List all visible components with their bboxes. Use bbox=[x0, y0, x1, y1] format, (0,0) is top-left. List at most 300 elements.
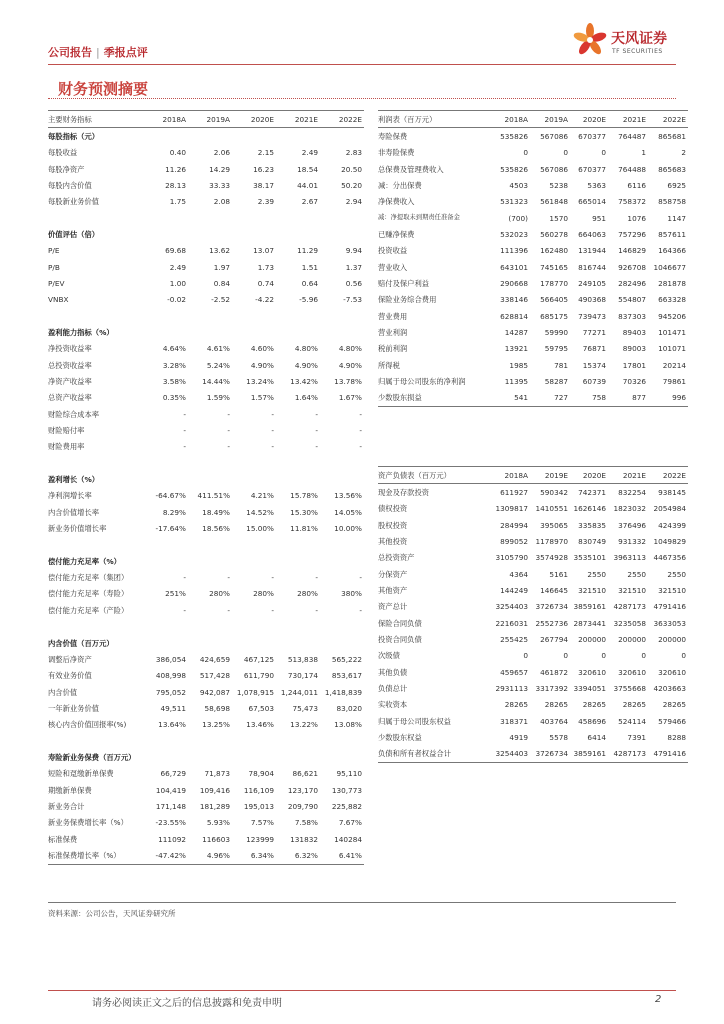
column-header: 2020E bbox=[570, 467, 608, 484]
value-cell: 77271 bbox=[582, 327, 606, 337]
row-label: 营业收入 bbox=[378, 262, 408, 272]
value-cell bbox=[276, 308, 320, 324]
section-header-row bbox=[48, 128, 364, 145]
value-cell: 376496 bbox=[618, 520, 646, 530]
table-row bbox=[378, 390, 688, 407]
value-cell bbox=[232, 733, 276, 749]
value-cell: 13.46% bbox=[246, 720, 274, 730]
value-cell: 1.37 bbox=[345, 262, 362, 272]
value-cell: 2552736 bbox=[535, 618, 568, 628]
value-cell: 5363 bbox=[587, 180, 606, 190]
row-label: 总保费及管理费收入 bbox=[378, 164, 444, 174]
table-row bbox=[378, 566, 688, 582]
value-cell: 3394051 bbox=[573, 683, 606, 693]
value-cell: 2550 bbox=[587, 569, 606, 579]
value-cell: 685175 bbox=[540, 311, 568, 321]
row-label: 每股净资产 bbox=[48, 164, 85, 174]
value-cell bbox=[232, 749, 276, 765]
value-cell: 280% bbox=[297, 589, 318, 599]
column-header: 2020E bbox=[570, 111, 608, 128]
table-row bbox=[48, 684, 364, 700]
value-cell: 566405 bbox=[540, 295, 568, 305]
value-cell: 7.67% bbox=[338, 818, 362, 828]
section-header-row bbox=[48, 553, 364, 569]
row-label: 投资收益 bbox=[378, 246, 408, 256]
row-label: 分保资产 bbox=[378, 569, 408, 579]
value-cell: 4919 bbox=[509, 733, 528, 743]
value-cell: 2.39 bbox=[257, 197, 274, 207]
value-cell: 4364 bbox=[509, 569, 528, 579]
section-header-row bbox=[48, 635, 364, 651]
value-cell bbox=[320, 455, 364, 471]
row-label: 负债总计 bbox=[378, 683, 408, 693]
value-cell: 195,013 bbox=[243, 801, 274, 811]
value-cell: 1049829 bbox=[653, 536, 686, 546]
table-row bbox=[48, 406, 364, 422]
value-cell: 877 bbox=[608, 390, 648, 407]
row-label: 税前利润 bbox=[378, 344, 408, 354]
value-cell: 78,904 bbox=[248, 769, 274, 779]
section-header-row bbox=[48, 324, 364, 340]
value-cell: 0 bbox=[641, 651, 646, 661]
value-cell: 3859161 bbox=[573, 602, 606, 612]
row-label: 新业务合计 bbox=[48, 801, 85, 811]
value-cell: 4287173 bbox=[608, 746, 648, 763]
value-cell: 8.29% bbox=[162, 507, 186, 517]
value-cell: 931332 bbox=[618, 536, 646, 546]
value-cell: 18.56% bbox=[202, 524, 230, 534]
value-cell: - bbox=[183, 426, 186, 436]
value-cell: 58,698 bbox=[204, 703, 230, 713]
table-row bbox=[48, 717, 364, 733]
row-label: 标准保费 bbox=[48, 834, 78, 844]
value-cell: 28265 bbox=[622, 700, 646, 710]
value-cell: 1178970 bbox=[535, 536, 568, 546]
row-label: 每股指标（元） bbox=[48, 131, 100, 141]
table-row bbox=[48, 374, 364, 390]
value-cell: - bbox=[227, 426, 230, 436]
value-cell: 7391 bbox=[627, 733, 646, 743]
value-cell: 6414 bbox=[587, 733, 606, 743]
row-label: 净投资收益率 bbox=[48, 344, 92, 354]
value-cell: 535826 bbox=[500, 131, 528, 141]
row-label: 已赚净保费 bbox=[378, 229, 415, 239]
table-row bbox=[48, 570, 364, 586]
value-cell: 13.62 bbox=[209, 246, 230, 256]
value-cell: 321510 bbox=[658, 585, 686, 595]
row-label: 其他投资 bbox=[378, 536, 408, 546]
value-cell bbox=[144, 226, 188, 242]
value-cell: 0.35% bbox=[162, 393, 186, 403]
value-cell: 1.64% bbox=[294, 393, 318, 403]
value-cell: 2.49 bbox=[169, 262, 186, 272]
value-cell bbox=[320, 749, 364, 765]
value-cell: 643101 bbox=[500, 262, 528, 272]
value-cell: 13.22% bbox=[290, 720, 318, 730]
value-cell bbox=[276, 324, 320, 340]
column-header: 2022E bbox=[648, 467, 688, 484]
value-cell bbox=[144, 619, 188, 635]
value-cell bbox=[144, 324, 188, 340]
value-cell: 3317392 bbox=[535, 683, 568, 693]
value-cell: - bbox=[315, 442, 318, 452]
row-label: 短险和趸缴新单保费 bbox=[48, 769, 114, 779]
value-cell: - bbox=[227, 442, 230, 452]
financial-indicators-table bbox=[48, 110, 364, 865]
value-cell bbox=[144, 635, 188, 651]
value-cell: 2216031 bbox=[495, 618, 528, 628]
value-cell: 50.20 bbox=[341, 180, 362, 190]
report-subtype: 季报点评 bbox=[103, 46, 148, 59]
table-row bbox=[378, 730, 688, 746]
value-cell bbox=[232, 553, 276, 569]
row-label: 净利润增长率 bbox=[48, 491, 92, 501]
value-cell: 14.05% bbox=[334, 507, 362, 517]
value-cell: - bbox=[315, 426, 318, 436]
value-cell: 104,419 bbox=[155, 785, 186, 795]
row-label: P/EV bbox=[48, 278, 65, 288]
value-cell: 742371 bbox=[578, 487, 606, 497]
value-cell: 3.58% bbox=[162, 377, 186, 387]
table-row bbox=[48, 521, 364, 537]
value-cell bbox=[188, 553, 232, 569]
row-label: P/B bbox=[48, 262, 60, 272]
row-label: 实收资本 bbox=[378, 700, 408, 710]
table-row bbox=[48, 390, 364, 406]
value-cell: 1046677 bbox=[653, 262, 686, 272]
table-row bbox=[48, 815, 364, 831]
value-cell bbox=[320, 472, 364, 488]
value-cell: -7.53 bbox=[343, 295, 362, 305]
section-header-row bbox=[48, 472, 364, 488]
value-cell: 1.97 bbox=[213, 262, 230, 272]
value-cell bbox=[320, 635, 364, 651]
value-cell bbox=[144, 553, 188, 569]
value-cell: 71,873 bbox=[204, 769, 230, 779]
value-cell: 942,087 bbox=[199, 687, 230, 697]
value-cell: 567086 bbox=[540, 164, 568, 174]
table-row bbox=[48, 259, 364, 275]
value-cell: 11.81% bbox=[290, 524, 318, 534]
column-header: 2022E bbox=[648, 111, 688, 128]
table-row bbox=[378, 533, 688, 549]
table-row bbox=[378, 550, 688, 566]
value-cell: 15.78% bbox=[290, 491, 318, 501]
table-row bbox=[48, 847, 364, 864]
table-row bbox=[378, 664, 688, 680]
value-cell: 111396 bbox=[500, 246, 528, 256]
row-label: 减：净提取未到期责任准备金 bbox=[378, 214, 460, 222]
value-cell: 561848 bbox=[540, 197, 568, 207]
row-label: 盈利增长（%） bbox=[48, 475, 100, 485]
table-row bbox=[48, 357, 364, 373]
spacer-row bbox=[48, 308, 364, 324]
value-cell bbox=[188, 635, 232, 651]
value-cell bbox=[232, 537, 276, 553]
value-cell: 2.49 bbox=[301, 148, 318, 158]
row-label: 偿付能力充足率（产险） bbox=[48, 605, 129, 615]
value-cell: 665014 bbox=[578, 197, 606, 207]
table-row bbox=[378, 275, 688, 291]
row-label: 偿付能力充足率（%） bbox=[48, 556, 121, 566]
value-cell: 16.23 bbox=[253, 164, 274, 174]
value-cell bbox=[232, 635, 276, 651]
table-row bbox=[48, 161, 364, 177]
value-cell: 89003 bbox=[622, 344, 646, 354]
row-label: 内含价值（百万元） bbox=[48, 638, 114, 648]
value-cell: 2.94 bbox=[345, 197, 362, 207]
value-cell bbox=[144, 472, 188, 488]
value-cell: 7.57% bbox=[250, 818, 274, 828]
value-cell: -17.64% bbox=[155, 524, 186, 534]
table-row bbox=[378, 259, 688, 275]
value-cell: 13.42% bbox=[290, 377, 318, 387]
value-cell: 758372 bbox=[618, 197, 646, 207]
value-cell: - bbox=[183, 573, 186, 583]
row-label: 负债和所有者权益合计 bbox=[378, 746, 490, 763]
table-row bbox=[378, 484, 688, 501]
value-cell: 764487 bbox=[618, 131, 646, 141]
table-row bbox=[378, 194, 688, 210]
row-label: 保险合同负债 bbox=[378, 618, 422, 628]
spacer-row bbox=[48, 455, 364, 471]
row-label: P/E bbox=[48, 246, 60, 256]
value-cell: 200000 bbox=[578, 634, 606, 644]
column-header: 2018A bbox=[144, 111, 188, 128]
value-cell: 3254403 bbox=[495, 602, 528, 612]
value-cell bbox=[276, 210, 320, 226]
value-cell: 38.17 bbox=[253, 180, 274, 190]
value-cell: 251% bbox=[165, 589, 186, 599]
value-cell: 4503 bbox=[509, 180, 528, 190]
row-label: 新业务价值增长率 bbox=[48, 524, 107, 534]
value-cell: 3235058 bbox=[613, 618, 646, 628]
value-cell: 2.83 bbox=[345, 148, 362, 158]
value-cell: 28265 bbox=[504, 700, 528, 710]
value-cell: 4467356 bbox=[653, 553, 686, 563]
table-row bbox=[48, 275, 364, 291]
row-label bbox=[48, 619, 144, 635]
column-header: 2018A bbox=[490, 111, 530, 128]
value-cell: 590342 bbox=[540, 487, 568, 497]
value-cell bbox=[144, 308, 188, 324]
value-cell: 13.78% bbox=[334, 377, 362, 387]
title-underline bbox=[48, 98, 676, 99]
value-cell: 123,170 bbox=[287, 785, 318, 795]
value-cell: - bbox=[315, 605, 318, 615]
value-cell: 424399 bbox=[658, 520, 686, 530]
value-cell: 945206 bbox=[658, 311, 686, 321]
value-cell: 560278 bbox=[540, 229, 568, 239]
table-row bbox=[378, 161, 688, 177]
value-cell: - bbox=[227, 573, 230, 583]
value-cell: 14.29 bbox=[209, 164, 230, 174]
value-cell: 123999 bbox=[246, 834, 274, 844]
row-label: 投资合同负债 bbox=[378, 634, 422, 644]
table-row bbox=[378, 145, 688, 161]
value-cell: 832254 bbox=[618, 487, 646, 497]
value-cell bbox=[276, 128, 320, 145]
value-cell: 628814 bbox=[500, 311, 528, 321]
value-cell: 95,110 bbox=[336, 769, 362, 779]
value-cell: 757296 bbox=[618, 229, 646, 239]
value-cell: 225,882 bbox=[331, 801, 362, 811]
value-cell: 130,773 bbox=[331, 785, 362, 795]
value-cell: 13.56% bbox=[334, 491, 362, 501]
value-cell: 116,109 bbox=[243, 785, 274, 795]
value-cell: 69.68 bbox=[165, 246, 186, 256]
value-cell: 517,428 bbox=[199, 671, 230, 681]
table-header-row bbox=[378, 111, 688, 128]
column-header: 2022E bbox=[320, 111, 364, 128]
table-row bbox=[378, 599, 688, 615]
value-cell: 611,790 bbox=[243, 671, 274, 681]
value-cell: 200000 bbox=[618, 634, 646, 644]
value-cell: 3755668 bbox=[613, 683, 646, 693]
value-cell: 0 bbox=[523, 148, 528, 158]
value-cell: 28265 bbox=[662, 700, 686, 710]
value-cell: -47.42% bbox=[144, 847, 188, 864]
row-label: 每股新业务价值 bbox=[48, 197, 100, 207]
value-cell bbox=[320, 733, 364, 749]
value-cell: 938145 bbox=[658, 487, 686, 497]
table-row bbox=[48, 439, 364, 455]
row-label: 营业费用 bbox=[378, 311, 408, 321]
value-cell: 164366 bbox=[658, 246, 686, 256]
row-label: 财险赔付率 bbox=[48, 426, 85, 436]
row-label: 现金及存款投资 bbox=[378, 487, 430, 497]
table-row bbox=[48, 602, 364, 618]
value-cell: 730,174 bbox=[287, 671, 318, 681]
value-cell: 670377 bbox=[578, 164, 606, 174]
table-row bbox=[378, 226, 688, 242]
value-cell: 467,125 bbox=[243, 654, 274, 664]
table-title-cell: 资产负债表（百万元） bbox=[378, 467, 490, 484]
table-row bbox=[378, 713, 688, 729]
value-cell bbox=[144, 128, 188, 145]
value-cell: 1410551 bbox=[535, 504, 568, 514]
value-cell: 4.60% bbox=[250, 344, 274, 354]
value-cell bbox=[320, 128, 364, 145]
row-label: 保险业务综合费用 bbox=[378, 295, 437, 305]
value-cell: 764488 bbox=[618, 164, 646, 174]
section-header-row bbox=[48, 749, 364, 765]
value-cell: 8288 bbox=[667, 733, 686, 743]
table-row bbox=[378, 697, 688, 713]
value-cell: 75,473 bbox=[292, 703, 318, 713]
value-cell: 13921 bbox=[504, 344, 528, 354]
value-cell: 670377 bbox=[578, 131, 606, 141]
row-label bbox=[48, 210, 144, 226]
value-cell: 1.67% bbox=[338, 393, 362, 403]
value-cell: 1.73 bbox=[257, 262, 274, 272]
value-cell: 1 bbox=[641, 148, 646, 158]
column-header: 2019A bbox=[530, 111, 570, 128]
table-row bbox=[378, 746, 688, 763]
value-cell bbox=[320, 324, 364, 340]
table-title-cell: 主要财务指标 bbox=[48, 111, 144, 128]
row-label bbox=[48, 308, 144, 324]
row-label bbox=[48, 455, 144, 471]
table-row bbox=[48, 831, 364, 847]
value-cell: 5.93% bbox=[206, 818, 230, 828]
value-cell: 3859161 bbox=[570, 746, 608, 763]
value-cell bbox=[144, 733, 188, 749]
value-cell bbox=[320, 210, 364, 226]
spacer-row bbox=[48, 210, 364, 226]
value-cell: 0 bbox=[563, 148, 568, 158]
value-cell: 15.00% bbox=[246, 524, 274, 534]
value-cell: -23.55% bbox=[155, 818, 186, 828]
value-cell: 284994 bbox=[500, 520, 528, 530]
value-cell: 5238 bbox=[549, 180, 568, 190]
value-cell: 70326 bbox=[622, 377, 646, 387]
section-title: 财务预测摘要 bbox=[58, 80, 149, 98]
row-label: 财险费用率 bbox=[48, 442, 85, 452]
source-note: 资料来源：公司公告，天风证券研究所 bbox=[48, 909, 176, 918]
value-cell: 0 bbox=[601, 651, 606, 661]
value-cell: (700) bbox=[508, 213, 528, 223]
report-type: 公司报告 bbox=[48, 46, 92, 59]
value-cell: 6.32% bbox=[276, 847, 320, 864]
row-label: 净资产收益率 bbox=[48, 377, 92, 387]
table-row bbox=[48, 782, 364, 798]
value-cell: 101471 bbox=[658, 327, 686, 337]
value-cell: 59990 bbox=[544, 327, 568, 337]
value-cell: 67,503 bbox=[248, 703, 274, 713]
row-label: 少数股东损益 bbox=[378, 390, 490, 407]
value-cell: 1570 bbox=[549, 213, 568, 223]
value-cell: 4.96% bbox=[188, 847, 232, 864]
row-label: 归属于母公司股东的净利润 bbox=[378, 377, 466, 387]
value-cell: 459657 bbox=[500, 667, 528, 677]
value-cell: 3105790 bbox=[495, 553, 528, 563]
value-cell: 386,054 bbox=[155, 654, 186, 664]
value-cell: - bbox=[183, 409, 186, 419]
value-cell: 0 bbox=[681, 651, 686, 661]
table-row bbox=[48, 243, 364, 259]
value-cell: 335835 bbox=[578, 520, 606, 530]
value-cell: 3535101 bbox=[573, 553, 606, 563]
table-row bbox=[48, 341, 364, 357]
value-cell: 524114 bbox=[618, 716, 646, 726]
value-cell: 13.08% bbox=[334, 720, 362, 730]
value-cell: 0.56 bbox=[345, 278, 362, 288]
value-cell: 758 bbox=[570, 390, 608, 407]
value-cell bbox=[276, 619, 320, 635]
value-cell: 6116 bbox=[627, 180, 646, 190]
value-cell: 17801 bbox=[622, 360, 646, 370]
value-cell: 162480 bbox=[540, 246, 568, 256]
value-cell: 101071 bbox=[658, 344, 686, 354]
value-cell: 1309817 bbox=[495, 504, 528, 514]
row-label: 总资产收益率 bbox=[48, 393, 92, 403]
row-label: 非寿险保费 bbox=[378, 148, 415, 158]
value-cell: 13.25% bbox=[202, 720, 230, 730]
value-cell: 795,052 bbox=[155, 687, 186, 697]
value-cell: -4.22 bbox=[255, 295, 274, 305]
value-cell: 0.74 bbox=[257, 278, 274, 288]
row-label: 一年新业务价值 bbox=[48, 703, 100, 713]
column-header: 2019E bbox=[530, 467, 570, 484]
value-cell: 1823032 bbox=[613, 504, 646, 514]
value-cell: 490368 bbox=[578, 295, 606, 305]
value-cell: 18.49% bbox=[202, 507, 230, 517]
value-cell: 2931113 bbox=[495, 683, 528, 693]
value-cell: 6.41% bbox=[320, 847, 364, 864]
value-cell: 14.44% bbox=[202, 377, 230, 387]
row-label: 寿险保费 bbox=[378, 131, 408, 141]
